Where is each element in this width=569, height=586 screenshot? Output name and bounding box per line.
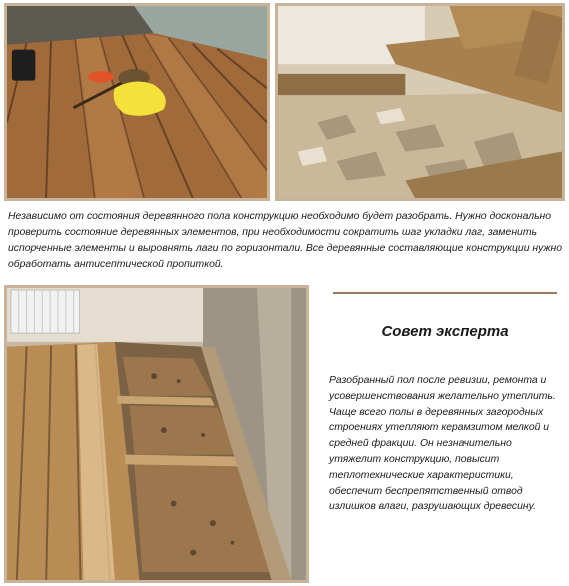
expert-tip-divider <box>333 292 557 294</box>
article-paragraph: Независимо от состояния деревянного пола конструкцию необходимо будет разобрать. Нужно досконально проверить состояние деревянных элементов, при необходимости сократить шаг укладки лаг, заменить испорченные элементы и выровнять лаги по горизонтали. Все деревянные составляющие конструкции нужно обработать антисептической пропиткой. <box>8 211 563 270</box>
photo-worn-wooden-floor <box>4 3 270 201</box>
photo-clay-insulation-floor <box>4 285 309 583</box>
expert-tip-title: Совет эксперта <box>381 323 509 340</box>
photo-dismantled-floor <box>275 3 565 201</box>
expert-tip-text: Разобранный пол после ревизии, ремонта и усовершенствования желательно утеплить. Чаще всего полы в деревянных загородных строениях утепляют керамзитом мелкой и средней фракции. Он незначительно утяжелит конструкцию, повысит теплотехнические характеристики, обеспечит беспрепятственный отвод излишков влаги, разрушающих древесину. <box>329 375 556 513</box>
